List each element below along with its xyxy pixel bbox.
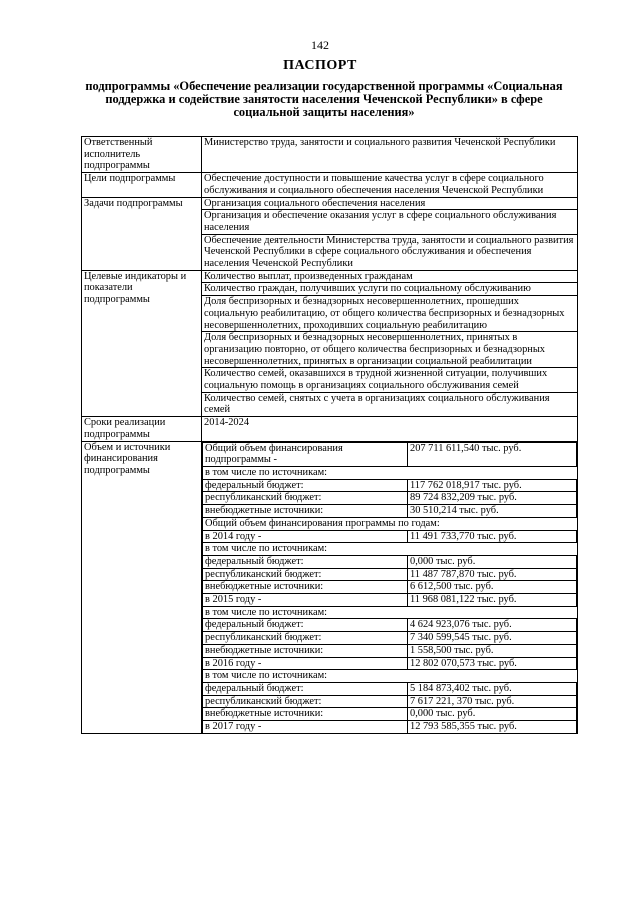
financing-line-value: 30 510,214 тыс. руб. xyxy=(408,505,577,518)
row-content xyxy=(202,173,578,197)
financing-line xyxy=(203,466,577,479)
financing-line-value: 1 558,500 тыс. руб. xyxy=(408,644,577,657)
financing-line-text: республиканский бюджет: xyxy=(203,695,408,708)
financing-label: Объем и источники финансирования подпрограммы xyxy=(82,441,202,733)
financing-line-text: республиканский бюджет: xyxy=(203,492,408,505)
row-content xyxy=(202,137,578,173)
financing-line-value: 117 762 018,917 тыс. руб. xyxy=(408,479,577,492)
financing-line xyxy=(203,543,577,556)
financing-line-text: республиканский бюджет: xyxy=(203,568,408,581)
row-item: Количество граждан, получивших услуги по социальному обслуживанию xyxy=(202,283,577,296)
financing-line xyxy=(203,594,577,607)
passport-table xyxy=(81,136,578,734)
financing-line xyxy=(203,644,577,657)
row-item: Министерство труда, занятости и социального развития Чеченской Республики xyxy=(204,137,556,148)
financing-line-text: республиканский бюджет: xyxy=(203,632,408,645)
row-item: Доля беспризорных и безнадзорных несовершеннолетних, принятых в организацию повторно, от общего количества беспризорных и безнадзорных несовершеннолетних, принятых в организации социальной реабилитации xyxy=(202,332,577,368)
financing-line-text: внебюджетные источники: xyxy=(203,644,408,657)
row-content xyxy=(202,197,578,270)
financing-line-text: в 2016 году - xyxy=(203,657,408,670)
financing-line-value: 0,000 тыс. руб. xyxy=(408,555,577,568)
passport-row xyxy=(82,270,578,416)
financing-line-value: 12 802 070,573 тыс. руб. xyxy=(408,657,577,670)
financing-row xyxy=(82,441,578,733)
row-item: Обеспечение доступности и повышение качества услуг в сфере социального обслуживания и социального обеспечения населения Чеченской Республики xyxy=(204,173,544,196)
row-item: Организация социального обеспечения населения xyxy=(202,198,577,211)
financing-line xyxy=(203,695,577,708)
financing-line-text: Общий объем финансирования подпрограммы - xyxy=(203,442,408,466)
financing-line xyxy=(203,530,577,543)
document-subtitle: подпрограммы «Обеспечение реализации государственной программы «Социальная поддержка и содействие занятости населения Чеченской Республики» в сфере социальной защиты населения» xyxy=(85,79,563,119)
financing-line-value: 4 624 923,076 тыс. руб. xyxy=(408,619,577,632)
financing-line-text: в том числе по источникам: xyxy=(203,466,577,479)
financing-content xyxy=(202,441,578,733)
row-item: Организация и обеспечение оказания услуг в сфере социального обслуживания населения xyxy=(202,210,577,234)
financing-line-text: в том числе по источникам: xyxy=(203,543,577,556)
financing-line-text: внебюджетные источники: xyxy=(203,505,408,518)
financing-line-value: 11 968 081,122 тыс. руб. xyxy=(408,594,577,607)
financing-line xyxy=(203,721,577,733)
row-label: Сроки реализации подпрограммы xyxy=(82,417,202,441)
row-item: Количество выплат, произведенных гражданам xyxy=(202,271,577,284)
financing-line-text: в 2014 году - xyxy=(203,530,408,543)
financing-line-text: в 2015 году - xyxy=(203,594,408,607)
financing-line-value: 207 711 611,540 тыс. руб. xyxy=(408,442,577,466)
financing-line-text: Общий объем финансирования программы по годам: xyxy=(203,517,577,530)
financing-line xyxy=(203,632,577,645)
row-item: 2014-2024 xyxy=(204,417,250,429)
financing-line xyxy=(203,442,577,466)
financing-line-text: федеральный бюджет: xyxy=(203,619,408,632)
page-number: 142 xyxy=(311,38,329,52)
passport-row xyxy=(82,173,578,197)
financing-line xyxy=(203,670,577,683)
row-item: Обеспечение деятельности Министерства труда, занятости и социального развития Чеченской Республики в сфере социального обслуживания и обеспечения населения Чеченской Республики xyxy=(204,234,574,270)
financing-table xyxy=(202,442,577,733)
financing-line-value: 0,000 тыс. руб. xyxy=(408,708,577,721)
financing-line-text: внебюджетные источники: xyxy=(203,708,408,721)
row-content xyxy=(202,270,578,416)
financing-line-text: федеральный бюджет: xyxy=(203,555,408,568)
row-item: Доля беспризорных и безнадзорных несовершеннолетних, прошедших социальную реабилитацию, от общего количества беспризорных и безнадзорных несовершеннолетних, проходивших социальную реабилитацию xyxy=(202,296,577,332)
document-title: ПАСПОРТ xyxy=(283,58,357,73)
financing-line-text: в том числе по источникам: xyxy=(203,670,577,683)
row-label: Целевые индикаторы и показатели подпрограммы xyxy=(82,270,202,416)
financing-line xyxy=(203,568,577,581)
financing-line xyxy=(203,517,577,530)
financing-line-text: в 2017 году - xyxy=(203,721,408,733)
financing-line-text: внебюджетные источники: xyxy=(203,581,408,594)
financing-line xyxy=(203,619,577,632)
passport-row xyxy=(82,417,578,441)
row-label: Цели подпрограммы xyxy=(82,173,202,197)
financing-line xyxy=(203,657,577,670)
financing-line-value: 11 487 787,870 тыс. руб. xyxy=(408,568,577,581)
passport-row xyxy=(82,197,578,270)
financing-line xyxy=(203,581,577,594)
financing-line-value: 11 491 733,770 тыс. руб. xyxy=(408,530,577,543)
financing-line xyxy=(203,555,577,568)
row-label: Задачи подпрограммы xyxy=(82,197,202,270)
financing-line xyxy=(203,682,577,695)
financing-line-text: федеральный бюджет: xyxy=(203,682,408,695)
financing-line-value: 7 617 221, 370 тыс. руб. xyxy=(408,695,577,708)
financing-line-value: 6 612,500 тыс. руб. xyxy=(408,581,577,594)
financing-line-value: 7 340 599,545 тыс. руб. xyxy=(408,632,577,645)
financing-line xyxy=(203,708,577,721)
financing-line xyxy=(203,492,577,505)
financing-line xyxy=(203,505,577,518)
row-content xyxy=(202,417,578,441)
financing-line-value: 89 724 832,209 тыс. руб. xyxy=(408,492,577,505)
financing-line-value: 12 793 585,355 тыс. руб. xyxy=(408,721,577,733)
row-item: Количество семей, оказавшихся в трудной жизненной ситуации, получивших социальную помощь в организациях социального обслуживания семей xyxy=(202,368,577,392)
financing-line xyxy=(203,479,577,492)
passport-row xyxy=(82,137,578,173)
row-item: Количество семей, снятых с учета в организациях социального обслуживания семей xyxy=(204,392,550,416)
financing-line-value: 5 184 873,402 тыс. руб. xyxy=(408,682,577,695)
financing-line xyxy=(203,606,577,619)
financing-line-text: в том числе по источникам: xyxy=(203,606,577,619)
row-label: Ответственный исполнитель подпрограммы xyxy=(82,137,202,173)
financing-line-text: федеральный бюджет: xyxy=(203,479,408,492)
